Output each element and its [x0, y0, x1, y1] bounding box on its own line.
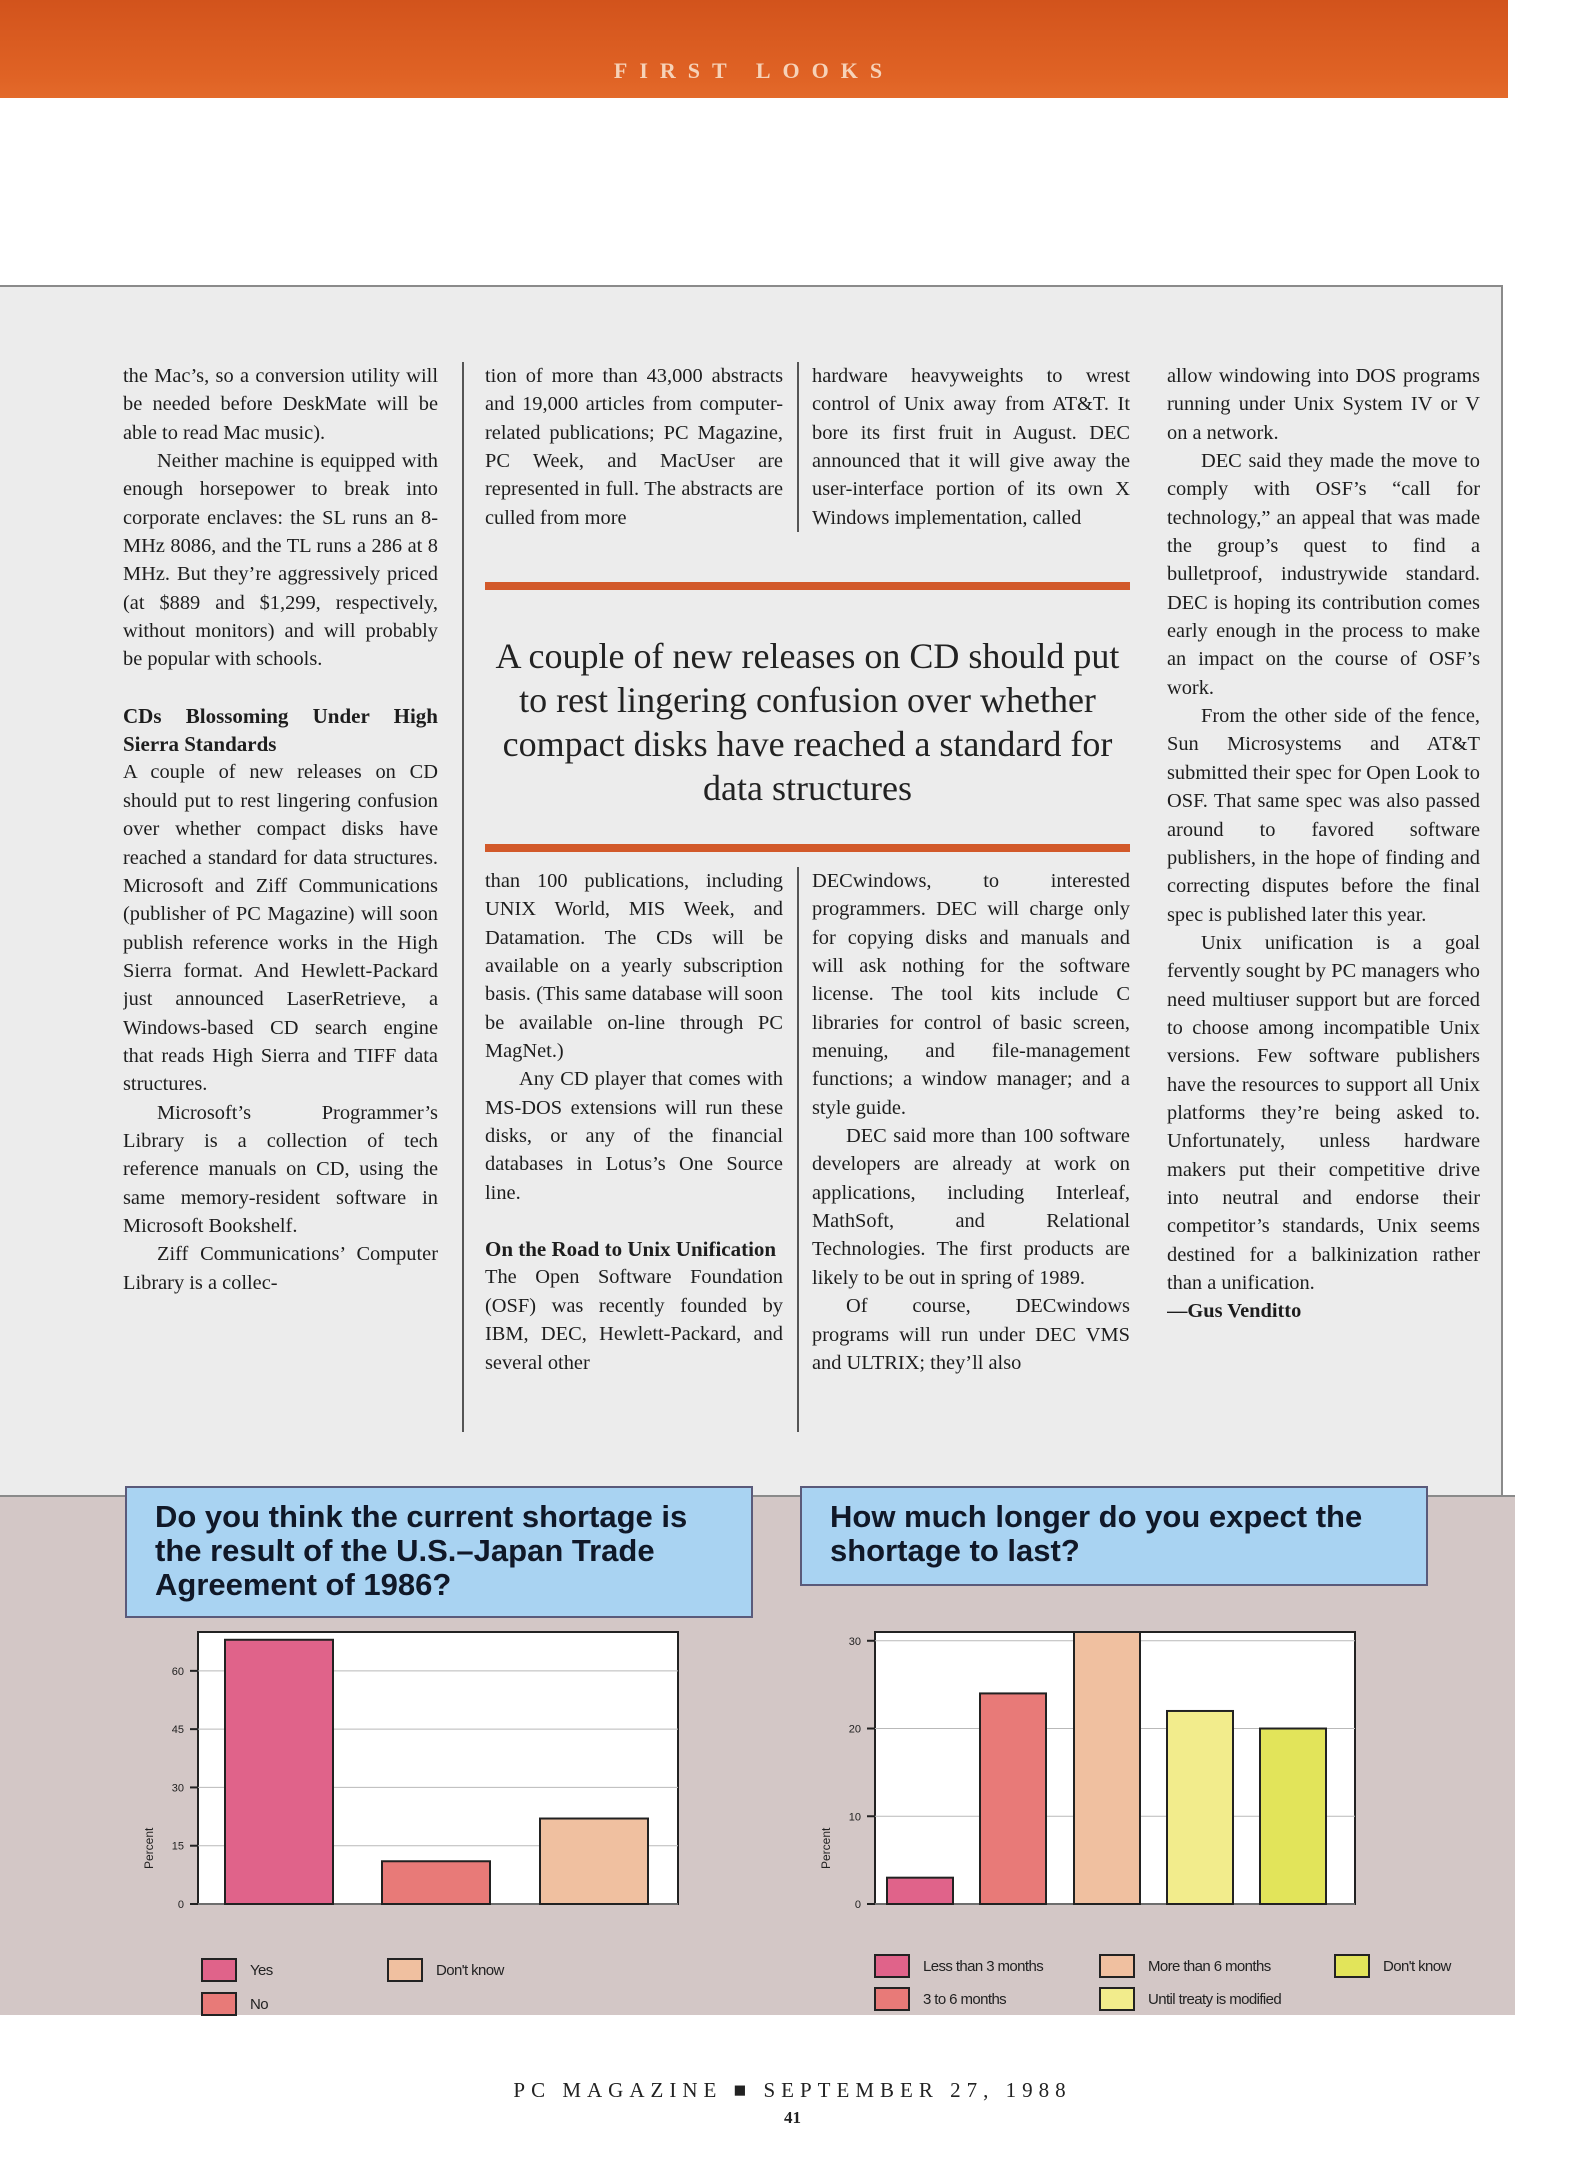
legend-swatch [202, 1993, 236, 2015]
bar-until-treaty-is-modified [1167, 1711, 1233, 1904]
pull-quote-rule-top [485, 582, 1130, 590]
legend-label: More than 6 months [1148, 1958, 1271, 1975]
article-column-2-top [485, 362, 783, 552]
chart-2-title: How much longer do you expect the shortage to last? [830, 1499, 1363, 1568]
y-tick-label: 30 [171, 1782, 184, 1795]
bar-less-than-3-months [887, 1878, 953, 1904]
chart-1-title: Do you think the current shortage is the result of the U.S.–Japan Trade Agreement of 1986? [155, 1499, 688, 1602]
bar-more-than-6-months [1074, 1632, 1140, 1904]
y-tick-label: 45 [171, 1724, 184, 1737]
paragraph: DEC said they made the move to comply with OSF’s “call for technology,” an appeal that was made the group’s quest to find a bulletproof, industrywide standard. DEC is hoping its contribution comes early enough in the process to make an impact on the course of OSF’s work. [1167, 450, 1480, 699]
column-divider [797, 867, 799, 1432]
y-tick-label: 60 [171, 1665, 184, 1678]
legend-swatch [1100, 1955, 1134, 1977]
y-axis-label: Percent [819, 1827, 833, 1869]
y-axis-label: Percent [142, 1827, 156, 1869]
article-column-1 [123, 362, 438, 1437]
paragraph: allow windowing into DOS programs running under Unix System IV or V on a network. [1167, 365, 1480, 444]
bar-yes [225, 1640, 333, 1904]
legend-swatch [388, 1959, 422, 1981]
section-label: FIRST LOOKS [613, 58, 895, 83]
legend-label: Less than 3 months [923, 1958, 1044, 1975]
article-column-4 [1167, 362, 1480, 1437]
article-column-3-bottom [812, 867, 1130, 1437]
legend-swatch [875, 1955, 909, 1977]
legend-label: Don't know [1383, 1958, 1451, 1975]
subheading-cds: CDs Blossoming Under High Sierra Standards [123, 703, 438, 757]
legend-swatch [1100, 1988, 1134, 2010]
chart-1-trade-agreement [120, 1620, 780, 2040]
y-tick-label: 20 [848, 1723, 861, 1736]
legend-label: Yes [250, 1962, 273, 1979]
paragraph: tion of more than 43,000 abstracts and 19,000 articles from computer-related publications; PC Magazine, PC Week, and MacUser are represented in full. The abstracts are culled from more [485, 365, 783, 529]
page-footer: PC MAGAZINE ■ SEPTEMBER 27, 1988 [513, 2078, 1072, 2102]
pull-quote-text: A couple of new releases on CD should put to rest lingering confusion over whether compact disks have reached a standard for data structures [495, 636, 1120, 808]
y-tick-label: 15 [171, 1840, 184, 1853]
paragraph: hardware heavyweights to wrest control of Unix away from AT&T. It bore its first fruit in August. DEC announced that it will give away the user-interface portion of its own X Windows implementation, called [812, 365, 1130, 529]
chart-2-question-box [800, 1486, 1428, 1586]
article-column-2-bottom [485, 867, 783, 1437]
paragraph: Unix unification is a goal fervently sought by PC managers who need multiuser support but are forced to choose among incompatible Unix versions. Few software publishers have the resources to support all Unix platforms they’re being asked to. Unfortunately, unless hardware makers put their competitive drive into neutral and endorse their competitor’s standards, Unix seems destined for a balkinization rather than a unification. [1167, 931, 1480, 1294]
paragraph: Any CD player that comes with MS-DOS extensions will run these disks, or any of the financial databases in Lotus’s One Source line. [485, 1068, 783, 1204]
y-tick-label: 10 [848, 1811, 861, 1824]
legend-label: No [250, 1996, 268, 2013]
column-divider [462, 362, 464, 1432]
paragraph: Microsoft’s Programmer’s Library is a collection of tech reference manuals on CD, using the same memory-resident software in Microsoft Bookshelf. [123, 1101, 438, 1237]
article-panel [0, 285, 1503, 1500]
column-divider [797, 362, 799, 532]
paragraph: Ziff Communications’ Computer Library is a collec- [123, 1243, 438, 1294]
y-tick-label: 0 [177, 1899, 184, 1911]
bar-don-t-know [1260, 1729, 1326, 1904]
y-tick-label: 30 [848, 1635, 861, 1648]
page-number: 41 [784, 2108, 801, 2127]
bar-no [382, 1861, 490, 1904]
pull-quote-rule-bottom [485, 844, 1130, 852]
legend-label: Until treaty is modified [1148, 1991, 1282, 2008]
paragraph: Neither machine is equipped with enough horsepower to break into corporate enclaves: the SL runs an 8-MHz 8086, and the TL runs a 286 at 8 MHz. But they’re aggressively priced (at $889 and $1,299, respectively, without monitors) and will probably be popular with schools. [123, 450, 438, 671]
legend-swatch [875, 1988, 909, 2010]
article-column-3-top [812, 362, 1130, 552]
chart-2-shortage-duration [800, 1620, 1500, 2040]
paragraph: Of course, DECwindows programs will run under DEC VMS and ULTRIX; they’ll also [812, 1295, 1130, 1374]
paragraph: DECwindows, to interested programmers. DEC will charge only for copying disks and manuals and will ask nothing for the software license. The tool kits include C libraries for control of basic screen, menuing, and file-management functions; a window manager; and a style guide. [812, 870, 1130, 1119]
paragraph: The Open Software Foundation (OSF) was recently founded by IBM, DEC, Hewlett-Packard, and several other [485, 1266, 783, 1374]
chart-1-question-box [125, 1486, 753, 1618]
legend-label: Don't know [436, 1962, 504, 1979]
paragraph: From the other side of the fence, Sun Microsystems and AT&T submitted their spec for Open Look to OSF. That same spec was also passed around to favored software publishers, in the hope of finding and correcting disputes before the final spec is published later this year. [1167, 705, 1480, 926]
paragraph: than 100 publications, including UNIX World, MIS Week, and Datamation. The CDs will be available on a yearly subscription basis. (This same database will soon be available on-line through PC MagNet.) [485, 870, 783, 1063]
author-signature: —Gus Venditto [1167, 1300, 1302, 1323]
legend-swatch [202, 1959, 236, 1981]
bar-3-to-6-months [980, 1693, 1046, 1904]
paragraph: the Mac’s, so a conversion utility will be needed before DeskMate will be able to read Mac music). [123, 365, 438, 444]
legend-swatch [1335, 1955, 1369, 1977]
legend-label: 3 to 6 months [923, 1991, 1007, 2008]
bar-don-t-know [540, 1819, 648, 1904]
y-tick-label: 0 [854, 1899, 861, 1911]
pull-quote [485, 582, 1130, 852]
paragraph: DEC said more than 100 software developers are already at work on applications, including Interleaf, MathSoft, and Relational Technologies. The first products are likely to be out in spring of 1989. [812, 1125, 1130, 1289]
paragraph: A couple of new releases on CD should put to rest lingering confusion over whether compact disks have reached a standard for data structures. Microsoft and Ziff Communications (publisher of PC Magazine) will soon publish reference works in the High Sierra format. And Hewlett-Packard just announced LaserRetrieve, a Windows-based CD search engine that reads High Sierra and TIFF data structures. [123, 761, 438, 1096]
subheading-unix: On the Road to Unix Unification [485, 1237, 777, 1262]
